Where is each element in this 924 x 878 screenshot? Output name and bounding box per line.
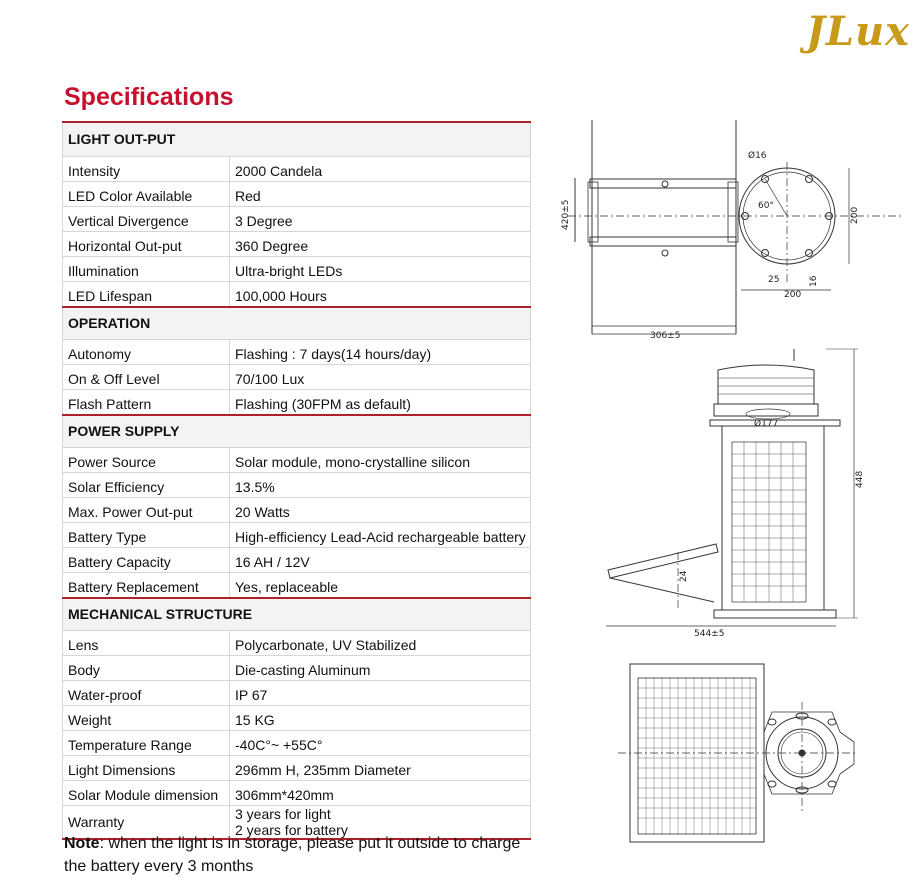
section-title: OPERATION: [63, 307, 531, 340]
table-row: [63, 257, 531, 282]
spec-value: Solar module, mono-crystalline silicon: [230, 448, 531, 473]
top-view-drawing: [618, 664, 858, 842]
table-row: [63, 631, 531, 656]
spec-label: Light Dimensions: [63, 756, 230, 781]
spec-label: Battery Type: [63, 523, 230, 548]
spec-value: High-efficiency Lead-Acid rechargeable battery: [230, 523, 531, 548]
table-row: [63, 656, 531, 681]
dim-width-306: 306±5: [650, 331, 681, 341]
dim-height-448: 448: [855, 470, 865, 488]
spec-value: Ultra-bright LEDs: [230, 257, 531, 282]
dim-16: 16: [809, 275, 819, 287]
spec-value: 15 KG: [230, 706, 531, 731]
spec-value: 13.5%: [230, 473, 531, 498]
table-row: [63, 473, 531, 498]
spec-label: LED Lifespan: [63, 282, 230, 308]
spec-label: Water-proof: [63, 681, 230, 706]
spec-value: 20 Watts: [230, 498, 531, 523]
spec-value: Polycarbonate, UV Stabilized: [230, 631, 531, 656]
table-row: [63, 365, 531, 390]
spec-label: Weight: [63, 706, 230, 731]
dim-24: 24: [679, 570, 689, 582]
technical-drawings: [558, 112, 908, 850]
spec-label: Battery Capacity: [63, 548, 230, 573]
spec-value: Red: [230, 182, 531, 207]
table-row: [63, 207, 531, 232]
section-header: [63, 307, 531, 340]
spec-label: Max. Power Out-put: [63, 498, 230, 523]
spec-value: -40C°~ +55C°: [230, 731, 531, 756]
table-row: [63, 157, 531, 182]
section-title: LIGHT OUT-PUT: [63, 122, 531, 157]
spec-label: Flash Pattern: [63, 390, 230, 416]
dim-width-544: 544±5: [694, 629, 725, 639]
table-row: [63, 390, 531, 416]
section-header: [63, 415, 531, 448]
spec-label: Battery Replacement: [63, 573, 230, 599]
spec-value: 3 Degree: [230, 207, 531, 232]
storage-note: [64, 832, 534, 878]
dim-diameter-177: Ø177: [754, 419, 779, 429]
spec-value: Flashing (30FPM as default): [230, 390, 531, 416]
table-row: [63, 756, 531, 781]
spec-value: 360 Degree: [230, 232, 531, 257]
spec-label: Intensity: [63, 157, 230, 182]
spec-label: Horizontal Out-put: [63, 232, 230, 257]
spec-value: 16 AH / 12V: [230, 548, 531, 573]
table-row: [63, 573, 531, 599]
light-side-drawing: [606, 349, 865, 639]
spec-value: Die-casting Aluminum: [230, 656, 531, 681]
dim-angle-60: 60°: [758, 201, 774, 211]
spec-value: 296mm H, 235mm Diameter: [230, 756, 531, 781]
page-title: Specifications: [64, 83, 234, 111]
dim-height-420: 420±5: [561, 199, 571, 230]
table-row: [63, 706, 531, 731]
table-row: [63, 182, 531, 207]
spec-label: Autonomy: [63, 340, 230, 365]
spec-value: 100,000 Hours: [230, 282, 531, 308]
table-row: [63, 232, 531, 257]
spec-label: Solar Efficiency: [63, 473, 230, 498]
table-row: [63, 548, 531, 573]
spec-label: LED Color Available: [63, 182, 230, 207]
spec-label: Lens: [63, 631, 230, 656]
warranty-light: 3 years for light: [235, 806, 331, 822]
section-title: MECHANICAL STRUCTURE: [63, 598, 531, 631]
spec-label: Body: [63, 656, 230, 681]
spec-label: On & Off Level: [63, 365, 230, 390]
note-label: Note: [64, 835, 100, 852]
spec-label: Warranty: [63, 806, 230, 840]
table-row: [63, 523, 531, 548]
table-row: [63, 448, 531, 473]
specifications-table: [62, 121, 531, 840]
note-text: : when the light is in storage, please put it outside to charge the battery every 3 months: [64, 835, 521, 875]
spec-label: Vertical Divergence: [63, 207, 230, 232]
table-row: [63, 681, 531, 706]
dim-25: 25: [768, 275, 780, 285]
spec-label: Temperature Range: [63, 731, 230, 756]
spec-value: Flashing : 7 days(14 hours/day): [230, 340, 531, 365]
table-row: [63, 731, 531, 756]
table-row: [63, 282, 531, 308]
spec-label: Power Source: [63, 448, 230, 473]
spec-label: Illumination: [63, 257, 230, 282]
spec-value: Yes, replaceable: [230, 573, 531, 599]
spec-value: IP 67: [230, 681, 531, 706]
table-row: [63, 340, 531, 365]
dim-hole-16: Ø16: [748, 151, 767, 161]
section-header: [63, 122, 531, 157]
spec-value: 2000 Candela: [230, 157, 531, 182]
section-title: POWER SUPPLY: [63, 415, 531, 448]
spec-value: 306mm*420mm: [230, 781, 531, 806]
warranty-battery: 2 years for battery: [235, 822, 348, 838]
table-row: [63, 498, 531, 523]
table-row: [63, 781, 531, 806]
spec-label: Solar Module dimension: [63, 781, 230, 806]
section-header: [63, 598, 531, 631]
bracket-drawing: [561, 120, 903, 341]
dim-width-200: 200: [850, 206, 860, 224]
dim-width-200-bottom: 200: [784, 290, 802, 300]
jlux-logo: JLux: [806, 8, 910, 55]
spec-value: 70/100 Lux: [230, 365, 531, 390]
